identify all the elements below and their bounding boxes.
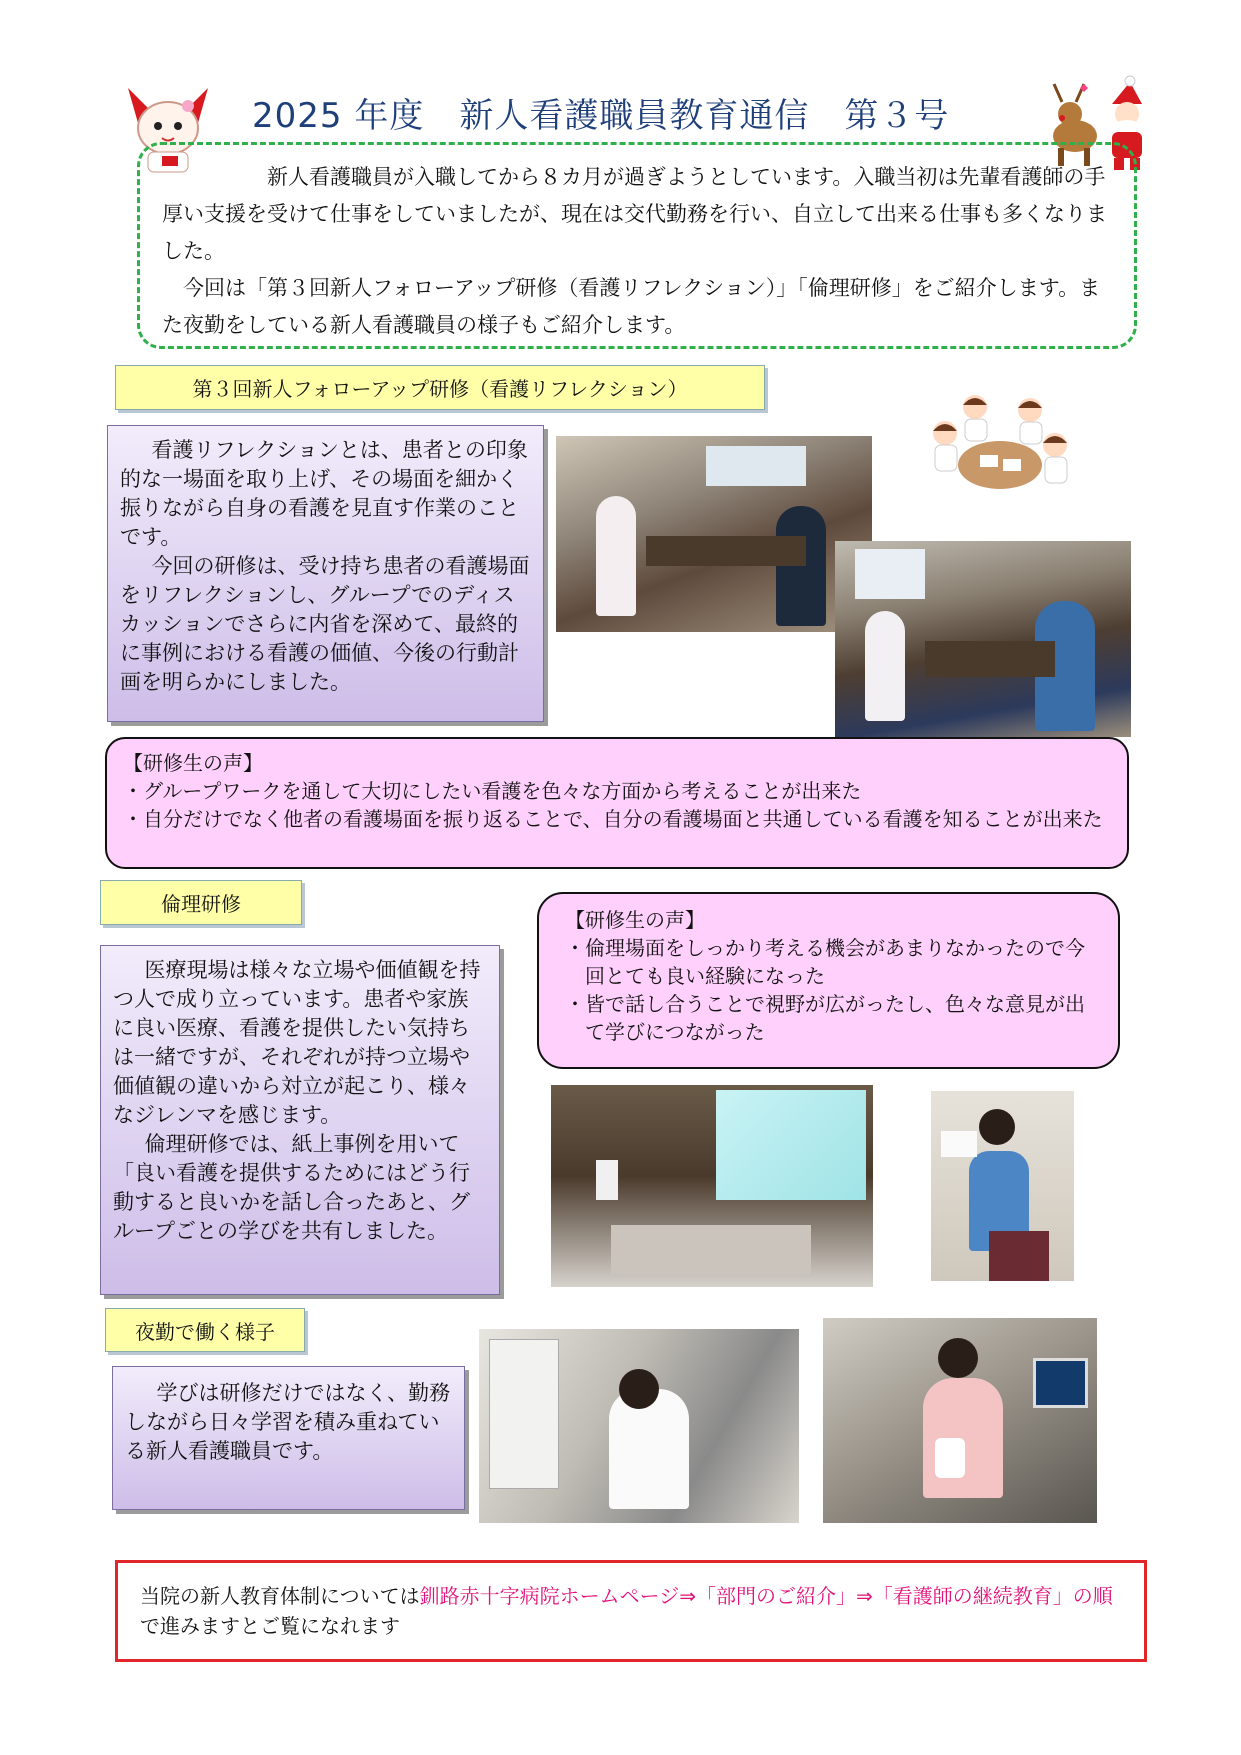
section3-heading: 夜勤で働く様子 [105, 1308, 305, 1352]
footer-link-path[interactable]: 釧路赤十字病院ホームページ⇒「部門のご紹介」⇒「看護師の継続教育」の順 [419, 1584, 1113, 1608]
nurses-meeting-icon [925, 385, 1075, 515]
section3-body-p1: 学びは研修だけではなく、勤務しながら日々学習を積み重ねている新人看護職員です。 [125, 1381, 451, 1463]
ethics-photo-2 [931, 1091, 1074, 1281]
ethics-photo-1 [551, 1085, 873, 1287]
reflection-photo-1 [556, 436, 872, 632]
section1-body-p2: 今回の研修は、受け持ち患者の看護場面をリフレクションし、グループでのディスカッションでさらに内省を深めて、最終的に事例における看護の価値、今後の行動計画を明らかにしました。 [120, 554, 530, 694]
section1-voice-2: ・自分だけでなく他者の看護場面を振り返ることで、自分の看護場面と共通している看護を知ることが出来た [123, 807, 1103, 831]
section2-body-p1: 医療現場は様々な立場や価値観を持つ人で成り立っています。患者や家族に良い医療、看護を提供したい気持ちは一緒ですが、それぞれが持つ立場や価値観の違いから対立が起こり、様々なジレンマを感じます。 [113, 958, 481, 1127]
section3-body [112, 1366, 465, 1510]
section2-voices-box [537, 892, 1120, 1069]
intro-box [137, 142, 1137, 349]
section1-voices-box [105, 737, 1129, 869]
intro-paragraph-2: 今回は「第３回新人フォローアップ研修（看護リフレクション）」「倫理研修」をご紹介します。また夜勤をしている新人看護職員の様子もご紹介します。 [162, 276, 1101, 337]
section2-body-p2: 倫理研修では、紙上事例を用いて「良い看護を提供するためにはどう行動すると良いかを話し合ったあと、グループごとの学びを共有しました。 [113, 1132, 470, 1243]
footer-text-before: 当院の新人教育体制については [140, 1584, 420, 1608]
section2-voice-2: ・皆で話し合うことで視野が広がったし、色々な意見が出て学びにつながった [565, 992, 1085, 1044]
night-shift-photo-2 [823, 1318, 1097, 1523]
section2-voices-title: 【研修生の声】 [565, 908, 705, 932]
section2-voice-1: ・倫理場面をしっかり考える機会があまりなかったので今回とても良い経験になった [565, 936, 1085, 988]
section1-voice-1: ・グループワークを通して大切にしたい看護を色々な方面から考えることが出来た [123, 779, 862, 803]
reflection-photo-2 [835, 541, 1131, 737]
section1-voices-title: 【研修生の声】 [123, 751, 263, 775]
night-shift-photo-1 [479, 1329, 799, 1523]
section1-body-p1: 看護リフレクションとは、患者との印象的な一場面を取り上げ、その場面を細かく振りながら自身の看護を見直す作業のことです。 [120, 438, 528, 549]
section2-heading: 倫理研修 [100, 880, 302, 925]
footer-note [115, 1560, 1147, 1662]
section1-heading: 第３回新人フォローアップ研修（看護リフレクション） [115, 365, 765, 410]
footer-text-after: で進みますとご覧になれます [140, 1614, 400, 1638]
section1-body [107, 425, 544, 722]
section2-body [100, 945, 500, 1295]
intro-paragraph-1: 新人看護職員が入職してから８カ月が過ぎようとしています。入職当初は先輩看護師の手厚い支援を受けて仕事をしていましたが、現在は交代勤務を行い、自立して出来る仕事も多くなりました。 [162, 165, 1107, 263]
page-title: 2025 年度 新人看護職員教育通信 第３号 [252, 96, 950, 136]
